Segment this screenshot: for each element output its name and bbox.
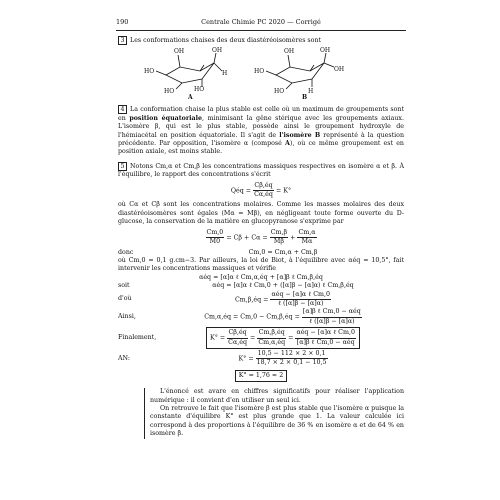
mol-a-substituent-2: HO xyxy=(144,68,155,76)
soit-label: soit xyxy=(118,282,130,290)
donc-label: donc xyxy=(118,248,134,256)
equation-an-row xyxy=(118,350,404,368)
eq-final-n2: Cm,β,éq xyxy=(257,329,286,338)
eq-final-frac-2 xyxy=(257,329,286,347)
q5-text-1: Notons Cm,α et Cm,β les concentrations massiques respectives en isomère α et β. À l'équilibre, le rapport des concentrations s'écrit xyxy=(118,162,404,179)
equation-conservation xyxy=(118,229,404,247)
ainsi-label: Ainsi, xyxy=(118,313,136,321)
eq-cons-plus: + xyxy=(290,234,296,242)
mol-a-substituent-6: H xyxy=(222,70,228,78)
mol-b-substituent-2: OH xyxy=(320,47,331,55)
eq-cons-frac-2 xyxy=(270,229,288,247)
equation-final-row xyxy=(118,327,404,349)
q4-bold-1: position équatoriale xyxy=(129,114,203,122)
eq-final-d1: Cα,éq xyxy=(228,338,248,346)
molecule-a xyxy=(156,53,222,89)
mol-b-substituent-6: OH xyxy=(334,66,345,74)
finalement-label: Finalement, xyxy=(118,333,157,341)
equation-dou-row xyxy=(118,291,404,309)
eq-final-frac-1 xyxy=(227,329,248,347)
eq-ainsi-frac xyxy=(302,308,362,326)
equation-q xyxy=(118,182,404,200)
page-header xyxy=(116,16,406,31)
eq-cons-num3: Cm,α xyxy=(297,229,316,238)
eq-final-d3: [α]β ℓ Cm,0 − αéq xyxy=(296,338,355,346)
question-4 xyxy=(118,105,404,156)
q4-text-2: , minimisant la gêne stérique avec les groupements axiaux. L'isomère β, qui est le plus stable, possède ainsi le groupement hydroxyle de l'hémiacétal en position équatoriale. Il s'agit de xyxy=(118,114,404,139)
q4-text-1: La conformation chaise la plus stable est celle où un maximum de groupements sont en xyxy=(118,106,404,122)
mol-a-substituent-4: HO xyxy=(194,86,205,94)
equation-biot: αéq = [α]α ℓ Cm,α,éq + [α]β ℓ Cm,β,éq xyxy=(199,273,323,281)
equation-donc-row xyxy=(118,249,404,257)
equation-dou xyxy=(162,291,404,309)
molecule-b xyxy=(266,53,334,89)
eq-an-lhs: K° = xyxy=(238,355,254,363)
q5-text-2: où Cα et Cβ sont les concentrations molaires. Comme les masses molaires des deux diastéréoisomères sont égales (Mα = Mβ), en négligeant toute forme ouverte du D-glucose, la conservation de la matière en glucopyranose s'exprime par xyxy=(118,201,404,226)
mol-a-substituent-5: OH xyxy=(212,47,223,55)
final-box xyxy=(206,327,360,349)
eq-final-eq2: = xyxy=(288,334,294,342)
page-number: 190 xyxy=(116,18,129,26)
remark-paragraph-1: L'énoncé est avare en chiffres significatifs pour réaliser l'application numérique : il convient d'en utiliser un seul ici. xyxy=(150,388,404,404)
eq-final-lhs: K° = xyxy=(210,334,226,342)
equation-final xyxy=(162,327,404,349)
eq-an-den: 18,7 × 2 × 0,1 − 10,5 xyxy=(256,359,327,367)
eq-dou-num: αéq − [α]α ℓ Cm,0 xyxy=(270,291,331,300)
equation-ainsi-row xyxy=(118,308,404,326)
question-3-text: Les conformations chaises des deux diastéréoisomères sont xyxy=(130,37,322,44)
result-row xyxy=(118,370,404,382)
mol-b-substituent-1: OH xyxy=(284,48,295,56)
q4-bold-2: l'isomère B xyxy=(279,131,321,139)
q5-text-3: où Cm,0 = 0,1 g.cm−3. Par ailleurs, la loi de Biot, à l'équilibre avec αéq = 10,5°, fait intervenir les concentrations massiques et vérifie xyxy=(118,256,404,273)
q4-text-4: ), où ce même groupement est en position axiale, est moins stable. xyxy=(118,140,404,156)
q4-bold-3: A xyxy=(285,140,290,148)
result-box: K° = 1,76 ≈ 2 xyxy=(235,370,287,382)
question-number: 4 xyxy=(118,105,127,114)
eq-an-frac xyxy=(256,350,328,368)
question-3 xyxy=(118,36,404,45)
mol-b-substituent-4: HO xyxy=(274,88,285,96)
mol-b-substituent-5: H xyxy=(308,88,314,96)
eq-cons-frac-3 xyxy=(297,229,316,247)
equation-soit: αéq = [α]α ℓ Cm,0 + ([α]β − [α]α) ℓ Cm,β,éq xyxy=(212,282,354,290)
eq-q-fraction xyxy=(253,182,274,200)
q4-text-3: représenté à la question précédente. Par opposition, l'isomère α (composé xyxy=(118,131,405,148)
eq-cons-frac-1 xyxy=(206,229,225,247)
eq-dou-lhs: Cm,β,éq = xyxy=(234,295,269,303)
eq-final-eq: = xyxy=(250,334,256,342)
page-content xyxy=(118,36,404,439)
mol-a-substituent-3: HO xyxy=(164,88,175,96)
eq-an-num: 10,5 − 112 × 2 × 0,1 xyxy=(256,350,328,359)
eq-cons-den: M0 xyxy=(209,238,221,246)
eq-cons-num2: Cm,β xyxy=(270,229,288,238)
eq-cons-mid: = Cβ + Cα = xyxy=(226,234,268,242)
eq-q-num: Cβ,éq xyxy=(253,182,274,191)
equation-an xyxy=(162,350,404,368)
eq-dou-den: ℓ ([α]β − [α]α) xyxy=(278,299,324,307)
dou-label: d'où xyxy=(118,295,132,303)
eq-final-frac-3 xyxy=(295,329,356,347)
chair-conformations-figure xyxy=(118,45,404,101)
question-5 xyxy=(118,162,404,180)
mol-a-substituent-1: OH xyxy=(174,48,185,56)
eq-dou-frac xyxy=(270,291,331,309)
an-label: AN: xyxy=(118,354,130,362)
eq-ainsi-lhs: Cm,α,éq = Cm,0 − Cm,β,éq = xyxy=(204,313,300,321)
eq-final-n3: αéq − [α]α ℓ Cm,0 xyxy=(295,329,356,338)
question-number: 5 xyxy=(118,162,127,171)
eq-q-den: Cα,éq xyxy=(254,191,273,199)
mol-b-label: B xyxy=(302,94,308,102)
remark-block xyxy=(144,388,404,438)
equation-ainsi xyxy=(162,308,404,326)
equation-soit-row xyxy=(118,282,404,290)
eq-q-lhs: Qéq = xyxy=(230,187,252,195)
eq-cons-num: Cm,0 xyxy=(206,229,225,238)
eq-q-rhs: = K° xyxy=(275,187,292,195)
question-number: 3 xyxy=(118,36,127,45)
eq-cons-den2: Mβ xyxy=(273,238,284,246)
running-title: Centrale Chimie PC 2020 — Corrigé xyxy=(201,18,321,26)
eq-ainsi-num: [α]β ℓ Cm,0 − αéq xyxy=(302,308,362,317)
remark-paragraph-2: On retrouve le fait que l'isomère β est plus stable que l'isomère α puisque la constante d'équilibre K° est plus grande que 1. La valeur calculée ici correspond à des proportions à l'équilibre de 36 % en isomère α et de 64 % en isomère β. xyxy=(150,405,404,438)
eq-ainsi-den: ℓ ([α]β − [α]α) xyxy=(309,317,355,325)
mol-a-label: A xyxy=(188,94,193,102)
eq-final-n1: Cβ,éq xyxy=(227,329,248,338)
equation-donc: Cm,0 = Cm,α + Cm,β xyxy=(248,248,318,256)
eq-cons-den3: Mα xyxy=(301,238,313,246)
mol-b-substituent-3: HO xyxy=(254,68,265,76)
eq-final-d2: Cm,α,éq xyxy=(258,338,286,346)
